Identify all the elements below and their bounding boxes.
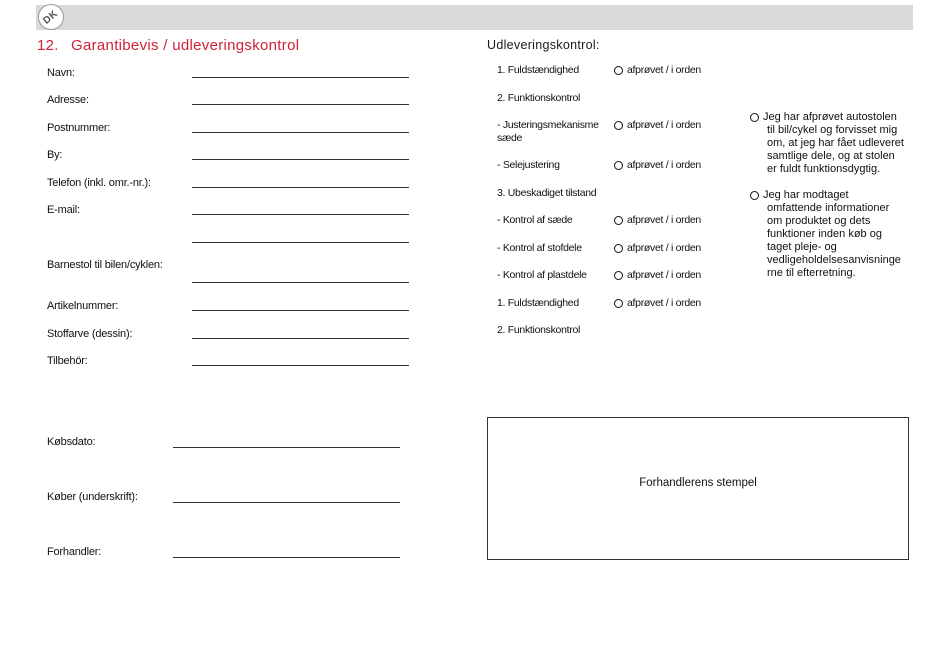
- input-line-adresse[interactable]: [192, 104, 409, 105]
- option-label: afprøvet / i orden: [627, 297, 701, 309]
- declaration-text: Jeg har afprøvet autostolen: [763, 111, 897, 123]
- checklist-option[interactable]: [614, 297, 701, 309]
- option-label: afprøvet / i orden: [627, 64, 701, 76]
- radio-circle-icon[interactable]: [614, 216, 623, 225]
- field-label-by: By:: [47, 149, 63, 161]
- declaration-line: funktioner inden køb og: [767, 228, 882, 240]
- declaration-line: om, at jeg har fået udleveret: [767, 137, 904, 149]
- field-label-forhandler: Forhandler:: [47, 546, 102, 558]
- field-label-telefon: Telefon (inkl. omr.-nr.):: [47, 177, 151, 189]
- radio-circle-icon[interactable]: [750, 113, 759, 122]
- option-label: afprøvet / i orden: [627, 214, 701, 226]
- checklist-item-label: 1. Fuldstændighed: [497, 297, 579, 309]
- checklist-item-label: - Kontrol af sæde: [497, 214, 573, 226]
- section-title-text: Garantibevis / udleveringskontrol: [71, 37, 300, 54]
- dealer-stamp-label: Forhandlerens stempel: [639, 477, 757, 489]
- field-label-email: E-mail:: [47, 204, 80, 216]
- checklist-option[interactable]: [614, 242, 701, 254]
- checklist-item-label-line1: - Justeringsmekanisme: [497, 119, 599, 131]
- checklist-item-label: 3. Ubeskadiget tilstand: [497, 187, 597, 199]
- section-number: 12.: [37, 37, 59, 54]
- declaration-tested: [750, 111, 910, 176]
- option-label: afprøvet / i orden: [627, 119, 701, 131]
- input-line-postnummer[interactable]: [192, 132, 409, 133]
- field-label-stoffarve: Stoffarve (dessin):: [47, 328, 133, 340]
- header-bar: [36, 5, 913, 30]
- language-badge-text: DK: [41, 7, 61, 27]
- declaration-line: til bil/cykel og forvisset mig: [767, 124, 898, 136]
- checklist-option[interactable]: [614, 269, 701, 281]
- dealer-stamp-box[interactable]: [487, 417, 909, 560]
- checklist-item-label: - Selejustering: [497, 159, 560, 171]
- language-badge: [38, 4, 64, 30]
- checklist-title: Udleveringskontrol:: [487, 38, 600, 52]
- declaration-line: samtlige dele, og at stolen: [767, 150, 895, 162]
- radio-circle-icon[interactable]: [614, 161, 623, 170]
- declaration-informed: [750, 189, 910, 280]
- option-label: afprøvet / i orden: [627, 242, 701, 254]
- field-label-tilbehor: Tilbehör:: [47, 355, 88, 367]
- checklist-option[interactable]: [614, 159, 701, 171]
- checklist-option[interactable]: [614, 64, 701, 76]
- radio-circle-icon[interactable]: [614, 299, 623, 308]
- declaration-line: rne til efterretning.: [767, 267, 856, 279]
- radio-circle-icon[interactable]: [614, 66, 623, 75]
- radio-circle-icon[interactable]: [614, 121, 623, 130]
- checklist-option[interactable]: [614, 214, 701, 226]
- checklist-item-label: - Kontrol af stofdele: [497, 242, 582, 254]
- field-label-kobsdato: Købsdato:: [47, 436, 96, 448]
- input-line-artikelnummer[interactable]: [192, 310, 409, 311]
- input-line-forhandler[interactable]: [173, 557, 400, 558]
- input-line-email-2[interactable]: [192, 242, 409, 243]
- option-label: afprøvet / i orden: [627, 269, 701, 281]
- radio-circle-icon[interactable]: [750, 191, 759, 200]
- declaration-line: taget pleje- og: [767, 241, 837, 253]
- declaration-text: Jeg har modtaget: [763, 189, 849, 201]
- input-line-kober-signature[interactable]: [173, 502, 400, 503]
- input-line-tilbehor[interactable]: [192, 365, 409, 366]
- input-line-navn[interactable]: [192, 77, 409, 78]
- field-label-navn: Navn:: [47, 67, 75, 79]
- field-label-kober: Køber (underskrift):: [47, 491, 138, 503]
- declaration-line: vedligeholdelsesanvisninge: [767, 254, 901, 266]
- checklist-item-label: [497, 119, 599, 145]
- checklist-item-label: 2. Funktionskontrol: [497, 92, 581, 104]
- field-label-barnestol: Barnestol til bilen/cyklen:: [47, 259, 163, 271]
- checklist-item-label: 1. Fuldstændighed: [497, 64, 579, 76]
- declaration-line: omfattende informationer: [767, 202, 890, 214]
- declaration-line: er fuldt funktionsdygtig.: [767, 163, 881, 175]
- input-line-barnestol[interactable]: [192, 282, 409, 283]
- input-line-kobsdato[interactable]: [173, 447, 400, 448]
- input-line-email[interactable]: [192, 214, 409, 215]
- field-label-artikelnummer: Artikelnummer:: [47, 300, 119, 312]
- checklist-option[interactable]: [614, 119, 701, 131]
- option-label: afprøvet / i orden: [627, 159, 701, 171]
- checklist-item-label: - Kontrol af plastdele: [497, 269, 587, 281]
- page-title: [37, 37, 299, 54]
- field-label-postnummer: Postnummer:: [47, 122, 111, 134]
- field-label-adresse: Adresse:: [47, 94, 89, 106]
- input-line-by[interactable]: [192, 159, 409, 160]
- checklist-item-label: 2. Funktionskontrol: [497, 324, 581, 336]
- checklist-item-label-line2: sæde: [497, 132, 523, 144]
- declaration-line: om produktet og dets: [767, 215, 871, 227]
- input-line-stoffarve[interactable]: [192, 338, 409, 339]
- radio-circle-icon[interactable]: [614, 271, 623, 280]
- radio-circle-icon[interactable]: [614, 244, 623, 253]
- input-line-telefon[interactable]: [192, 187, 409, 188]
